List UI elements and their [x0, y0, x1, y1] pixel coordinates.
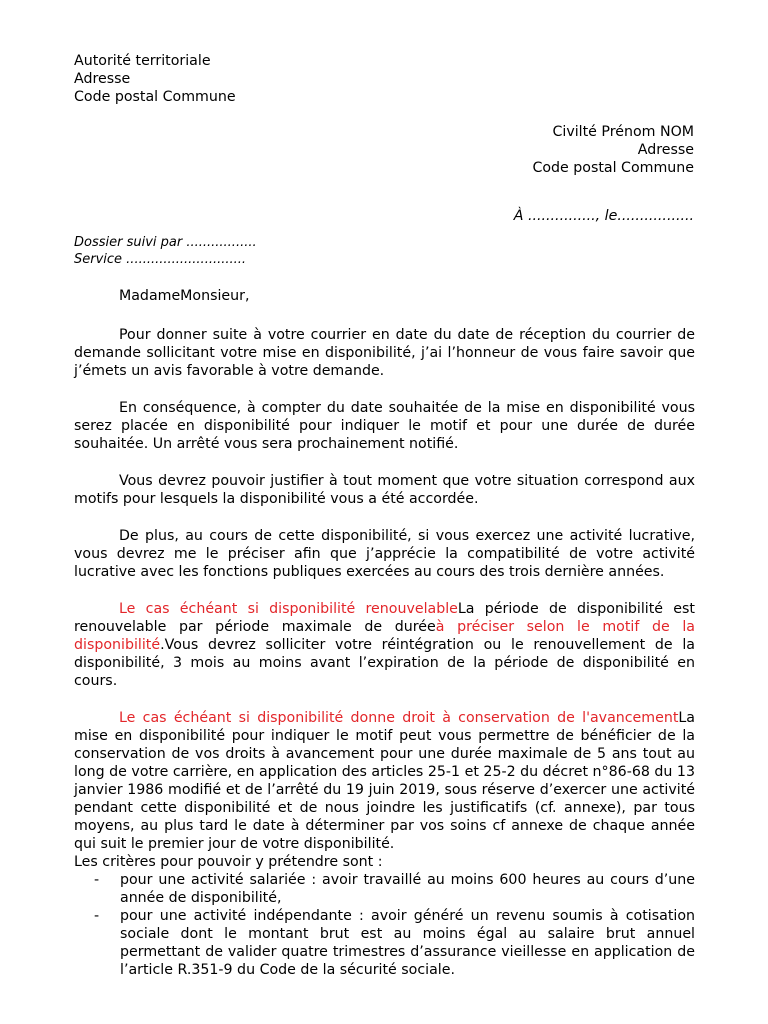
advancement-condition-note: Le cas échéant si disponibilité donne droit à conservation de l'avancement [119, 710, 679, 726]
renewal-condition-note: Le cas échéant si disponibilité renouvelable [119, 601, 458, 617]
recipient-address [532, 123, 694, 177]
sender-city: Code postal Commune [74, 89, 236, 105]
criteria-item-independent: - pour une activité indépendante : avoir généré un revenu soumis à cotisation sociale dont le montant brut est au moins égal au salaire brut annuel permettant de valider quatre trimestres d’assurance vieillesse en application de l’article R.351-9 du Code de la sécurité sociale. [74, 907, 695, 979]
criteria-list [74, 871, 695, 979]
paragraph-justification: Vous devrez pouvoir justifier à tout moment que votre situation correspond aux motifs pour lesquels la disponibilité vous a été accordée. [74, 473, 695, 507]
dossier-info [74, 234, 257, 268]
dossier-followed-by: Dossier suivi par ................. [74, 235, 257, 250]
paragraph-favorable-opinion: Pour donner suite à votre courrier en date du date de réception du courrier de demande sollicitant votre mise en disponibilité, j’ai l’honneur de vous faire savoir que j’émets un avis favorable à votre demande. [74, 327, 695, 379]
paragraph-consequence: En conséquence, à compter du date souhaitée de la mise en disponibilité vous serez placée en disponibilité pour indiquer le motif et pour une durée de durée souhaitée. Un arrêté vous sera prochainement notifié. [74, 400, 695, 452]
renewal-duration-note: à préciser selon le motif de la disponibilité [74, 619, 695, 653]
recipient-name: Civilté Prénom NOM [552, 124, 694, 140]
paragraph-renewal [74, 600, 695, 690]
dossier-service: Service ............................. [74, 252, 247, 267]
renewal-text-2: .Vous devrez solliciter votre réintégration ou le renouvellement de la disponibilité, 3 mois au moins avant l’expiration de la période de disponibilité en cours. [74, 637, 695, 689]
recipient-city: Code postal Commune [532, 160, 694, 176]
salutation: MadameMonsieur, [119, 288, 250, 304]
letter-body [74, 287, 695, 979]
renewal-text-1: La période de disponibilité est renouvelable par période maximale de durée [74, 601, 695, 635]
criteria-item-salaried: - pour une activité salariée : avoir travaillé au moins 600 heures au cours d’une année de disponibilité, [74, 871, 695, 907]
date-place-line: À ..............., le................. [513, 208, 694, 224]
sender-street: Adresse [74, 71, 131, 87]
criteria-intro: Les critères pour pouvoir y prétendre sont : [74, 854, 383, 870]
paragraph-lucrative-activity: De plus, au cours de cette disponibilité, si vous exercez une activité lucrative, vous devrez me le préciser afin que j’apprécie la compatibilité de votre activité lucrative avec les fonctions publiques exercées au cours des trois dernière années. [74, 528, 695, 580]
sender-address [74, 52, 236, 106]
advancement-text: La mise en disponibilité pour indiquer le motif peut vous permettre de bénéficier de la conservation de vos droits à avancement pour une durée maximale de 5 ans tout au long de votre carrière, en application des articles 25-1 et 25-2 du décret n°86-68 du 13 janvier 1986 modifié et de l’arrêté du 19 juin 2019, sous réserve d’exercer une activité pendant cette disponibilité et de nous joindre les justificatifs (cf. annexe), par tous moyens, au plus tard le date à déterminer par vos soins cf annexe de chaque année qui suit le premier jour de votre disponibilité. [74, 710, 695, 852]
sender-name: Autorité territoriale [74, 53, 211, 69]
paragraph-advancement [74, 709, 695, 853]
recipient-street: Adresse [637, 142, 694, 158]
